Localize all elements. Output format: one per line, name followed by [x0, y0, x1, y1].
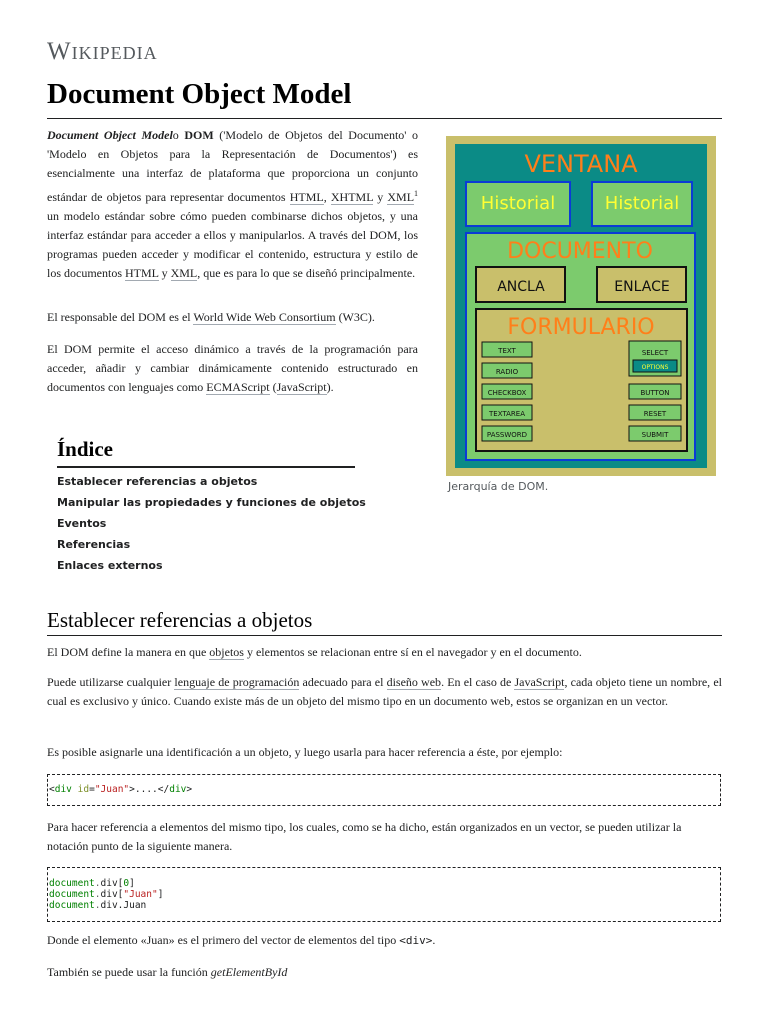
link-xml[interactable]: XML: [387, 189, 415, 204]
code2-end-1: ]: [129, 878, 135, 889]
intro-y-2: y: [158, 266, 171, 281]
section-divider: [47, 635, 722, 636]
access-text-3: ).: [326, 380, 334, 395]
link-javascript[interactable]: JavaScript: [276, 380, 327, 395]
anchor-label: ANCLA: [497, 279, 545, 295]
title-divider: [47, 118, 722, 119]
intro-comma: ,: [323, 189, 331, 204]
code1-lt: <: [49, 784, 55, 795]
link-lenguaje-programacion[interactable]: lenguaje de programación: [174, 675, 300, 689]
document-label: DOCUMENTO: [507, 239, 653, 264]
link-diseno-web[interactable]: diseño web: [386, 675, 442, 689]
code2-obj-2: document: [49, 889, 95, 900]
w3c-text-1: El responsable del DOM es el: [47, 310, 194, 324]
intro-text-3: , que es para lo que se diseñó principalmente.: [197, 266, 416, 281]
s1p2-text-4: , cada objeto tiene un nombre, el cual es exclusivo y único. Cuando existe más de un objeto del mismo tipo en un documento web, estos se organizan en un vector.: [47, 675, 722, 709]
select-label: SELECT: [641, 349, 669, 357]
access-text-1: El DOM permite el acceso dinámico a través de la programación para acceder, añadir y cambiar dinámicamente contenido estructurado en documentos con lenguajes como: [47, 342, 418, 395]
form-label: FORMULARIO: [507, 315, 655, 340]
w3c-paragraph: [47, 308, 418, 327]
code1-attr: id: [77, 784, 90, 795]
section-paragraph-3: Es posible asignarle una identificación a un objeto, y luego usarla para hacer referencia a éste, por ejemplo:: [47, 745, 563, 759]
toc-title: Índice: [57, 437, 114, 461]
section-paragraph-4: Para hacer referencia a elementos del mismo tipo, los cuales, como se ha dicho, están organizados en un vector, se pueden utilizar la notación punto de la siguiente manera.: [47, 820, 682, 854]
intro-term-dom: DOM: [184, 128, 214, 142]
section-paragraph-6: [47, 963, 722, 982]
code1-gt: >: [129, 784, 135, 795]
s1p2-text-1: Puede utilizarse cualquier: [47, 675, 175, 689]
figure-caption: Jerarquía de DOM.: [448, 480, 549, 493]
s1p5-code: <div>: [399, 934, 433, 947]
code2-prop-2: div[: [100, 889, 124, 900]
code1-dots: ....: [134, 784, 158, 795]
code1-close-lt: </: [157, 784, 170, 795]
dom-hierarchy-figure[interactable]: [446, 136, 716, 476]
code2-obj-3: document: [49, 900, 95, 911]
window-label: VENTANA: [524, 150, 638, 178]
s1p6-em: getElementById: [210, 965, 288, 979]
code2-end-2: ]: [157, 889, 164, 900]
code2-obj-1: document: [49, 878, 95, 889]
s1p6-text-1: También se puede usar la función: [47, 965, 211, 979]
dom-hierarchy-diagram: [446, 136, 716, 476]
link-objetos[interactable]: objetos: [209, 645, 244, 659]
code2-line-3: [49, 900, 720, 911]
code-block-1: [47, 774, 721, 806]
link-html[interactable]: HTML: [289, 189, 324, 204]
section-paragraph-5: [47, 931, 722, 950]
code2-dot-1: .: [94, 878, 101, 889]
radio-label: RADIO: [495, 368, 519, 376]
code1-val: "Juan": [94, 784, 130, 795]
link-xml-2[interactable]: XML: [170, 266, 198, 281]
button-label: BUTTON: [640, 389, 670, 397]
code2-idx: 0: [123, 878, 130, 889]
link-label: ENLACE: [614, 279, 670, 295]
toc-item-establecer[interactable]: Establecer referencias a objetos: [57, 475, 258, 488]
checkbox-label: CHECKBOX: [487, 389, 527, 397]
code2-dot-2: .: [94, 889, 101, 900]
form-right-buttons: [629, 341, 681, 441]
toc-divider: [57, 466, 355, 468]
code2-str: "Juan": [123, 889, 158, 900]
reference-link-1[interactable]: 1: [414, 188, 419, 198]
s1p5-text-1: Donde el elemento «Juan» es el primero del vector de elementos del tipo: [47, 933, 400, 947]
options-label: OPTIONS: [641, 364, 669, 371]
section-paragraph-1: [47, 643, 722, 662]
section-paragraph-2: [47, 673, 722, 711]
s1p1-text-1: El DOM define la manera en que: [47, 645, 210, 659]
toc-item-manipular[interactable]: Manipular las propiedades y funciones de objetos: [57, 496, 366, 509]
code1-eq: =: [89, 784, 95, 795]
intro-y: y: [373, 189, 388, 204]
code1-tag: div: [54, 784, 72, 795]
wikipedia-logo[interactable]: Wikipedia: [47, 38, 158, 65]
history-label-1: Historial: [480, 193, 556, 214]
code1-close-gt: >: [186, 784, 193, 795]
intro-paragraph: [47, 126, 418, 284]
section-heading: Establecer referencias a objetos: [47, 608, 313, 632]
code1-close-tag: div: [169, 784, 187, 795]
page-title: Document Object Model: [47, 78, 352, 110]
s1p2-text-3: . En el caso de: [441, 675, 515, 689]
toc-item-enlaces[interactable]: Enlaces externos: [57, 559, 163, 572]
intro-term-dom-full: Document Object Model: [47, 128, 173, 142]
code2-prop-1: div[: [100, 878, 124, 889]
intro-text-2: un modelo estándar sobre cómo pueden combinarse dichos objetos, y una interfaz estándar para acceder a ellos y manipularlos. A través del DOM, los programas pueden acceder y modificar el contenido, estructura y estilo de los documentos: [47, 208, 418, 281]
code2-line-1: [49, 878, 720, 889]
toc-item-eventos[interactable]: Eventos: [57, 517, 107, 530]
code-block-2: [47, 867, 721, 922]
link-ecmascript[interactable]: ECMAScript: [206, 380, 270, 395]
w3c-text-2: (W3C).: [335, 310, 375, 324]
link-xhtml[interactable]: XHTML: [330, 189, 374, 204]
code2-dot-3: .: [94, 900, 101, 911]
s1p2-text-2: adecuado para el: [299, 675, 387, 689]
link-html-2[interactable]: HTML: [125, 266, 159, 281]
s1p5-text-2: .: [432, 933, 436, 947]
link-w3c[interactable]: World Wide Web Consortium: [193, 310, 336, 324]
code2-prop-3: div.Juan: [100, 900, 147, 911]
code2-line-2: [49, 889, 720, 900]
intro-or: o: [172, 128, 179, 142]
intro-text-1: ('Modelo de Objetos del Documento' o 'Modelo en Objetos para la Representación de Documentos') es esencialmente una interfaz de plataforma que proporciona un conjunto estándar de objetos para representar documentos: [47, 128, 418, 204]
history-label-2: Historial: [604, 193, 680, 214]
text-field-label: TEXT: [498, 347, 516, 355]
s1p1-text-2: y elementos se relacionan entre sí en el navegador y en el documento.: [243, 645, 582, 659]
password-label: PASSWORD: [486, 431, 528, 439]
toc-item-referencias[interactable]: Referencias: [57, 538, 131, 551]
submit-label: SUBMIT: [641, 431, 669, 439]
form-left-buttons: [482, 342, 532, 441]
textarea-label: TEXTAREA: [489, 410, 525, 418]
access-text-2: (: [269, 380, 277, 395]
reset-label: RESET: [643, 410, 667, 418]
access-paragraph: [47, 340, 418, 398]
link-javascript-2[interactable]: JavaScript: [514, 675, 565, 689]
